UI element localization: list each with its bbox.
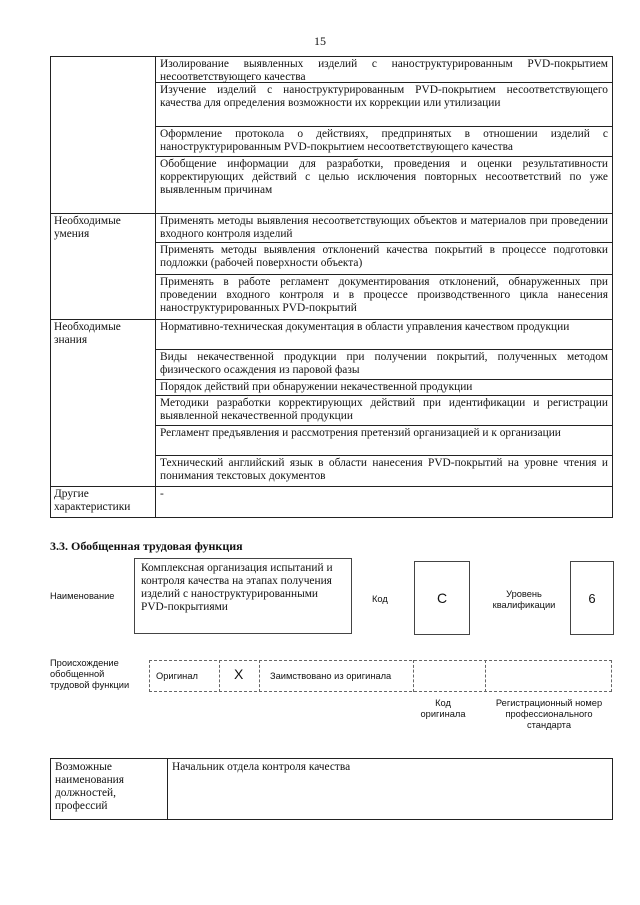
list-item: - — [156, 487, 613, 518]
level-label: Уровень квалификации — [492, 589, 556, 610]
divider — [611, 660, 612, 692]
table-row — [51, 320, 613, 487]
skills-table — [50, 56, 613, 518]
positions-value: Начальник отдела контроля качества — [168, 759, 613, 820]
list-item: Методики разработки корректирующих действий при идентификации и регистрации выявленной некачественной продукции — [156, 396, 612, 426]
list-item: Нормативно-техническая документация в области управления качеством продукции — [156, 320, 612, 350]
reg-number-label: Регистрационный номер профессионального стандарта — [495, 698, 603, 730]
list-item: Применять методы выявления несоответствующих объектов и материалов при проведении входного контроля изделий — [156, 214, 612, 243]
table-row — [51, 57, 613, 214]
list-item: Изолирование выявленных изделий с наноструктурированным PVD-покрытием несоответствующего качества — [156, 57, 612, 83]
divider — [413, 660, 414, 692]
positions-label: Возможные наименования должностей, профессий — [51, 759, 168, 820]
original-code-label: Код оригинала — [420, 698, 466, 719]
row-label — [51, 57, 156, 214]
origin-label: Происхождение обобщенной трудовой функции — [50, 658, 130, 690]
list-item: Обобщение информации для разработки, проведения и оценки результативности корректирующих действий с целью исключения повторных несоответствий по уже выявленным причинам — [160, 158, 608, 196]
borrowed-label: Заимствовано из оригинала — [270, 671, 392, 681]
original-label: Оригинал — [156, 671, 198, 681]
table-row — [51, 759, 613, 820]
section-heading: 3.3. Обобщенная трудовая функция — [50, 539, 243, 553]
code-box: C — [414, 561, 470, 635]
divider — [219, 660, 220, 692]
table-row — [51, 214, 613, 320]
row-label: Необходимые умения — [51, 214, 156, 320]
name-label: Наименование — [50, 591, 115, 601]
list-item: Регламент предъявления и рассмотрения претензий организацией и к организации — [156, 426, 612, 456]
code-label: Код — [372, 594, 388, 604]
level-box: 6 — [570, 561, 614, 635]
page-number: 15 — [314, 34, 326, 48]
list-item: Виды некачественной продукции при получении покрытий, полученных методом физического осаждения из паровой фазы — [156, 350, 612, 380]
divider — [485, 660, 486, 692]
list-item: Оформление протокола о действиях, предпринятых в отношении изделий с наноструктурированным PVD-покрытием несоответствующего качества — [156, 127, 612, 157]
row-label: Другие характеристики — [51, 487, 156, 518]
table-row — [51, 487, 613, 518]
row-label: Необходимые знания — [51, 320, 156, 487]
original-mark: X — [234, 666, 244, 682]
list-item: Применять в работе регламент документирования отклонений, обнаруженных при проведении входного контроля и в процессе производственного цикла нанесения наноструктурированных PVD-покрытий — [160, 276, 608, 314]
divider — [259, 660, 260, 692]
list-item: Порядок действий при обнаружении некачественной продукции — [156, 380, 612, 396]
list-item: Применять методы выявления отклонений качества покрытий в процессе подготовки подложки (рабочей поверхности объекта) — [156, 243, 612, 275]
list-item: Изучение изделий с наноструктурированным PVD-покрытием несоответствующего качества для определения возможности их коррекции или утилизации — [156, 83, 612, 127]
divider — [149, 660, 150, 692]
positions-table — [50, 758, 613, 820]
list-item: Технический английский язык в области нанесения PVD-покрытий на уровне чтения и понимания текстовых документов — [160, 457, 608, 482]
function-name-box: Комплексная организация испытаний и контроля качества на этапах получения изделий с наноструктурированными PVD-покрытиями — [134, 558, 352, 634]
